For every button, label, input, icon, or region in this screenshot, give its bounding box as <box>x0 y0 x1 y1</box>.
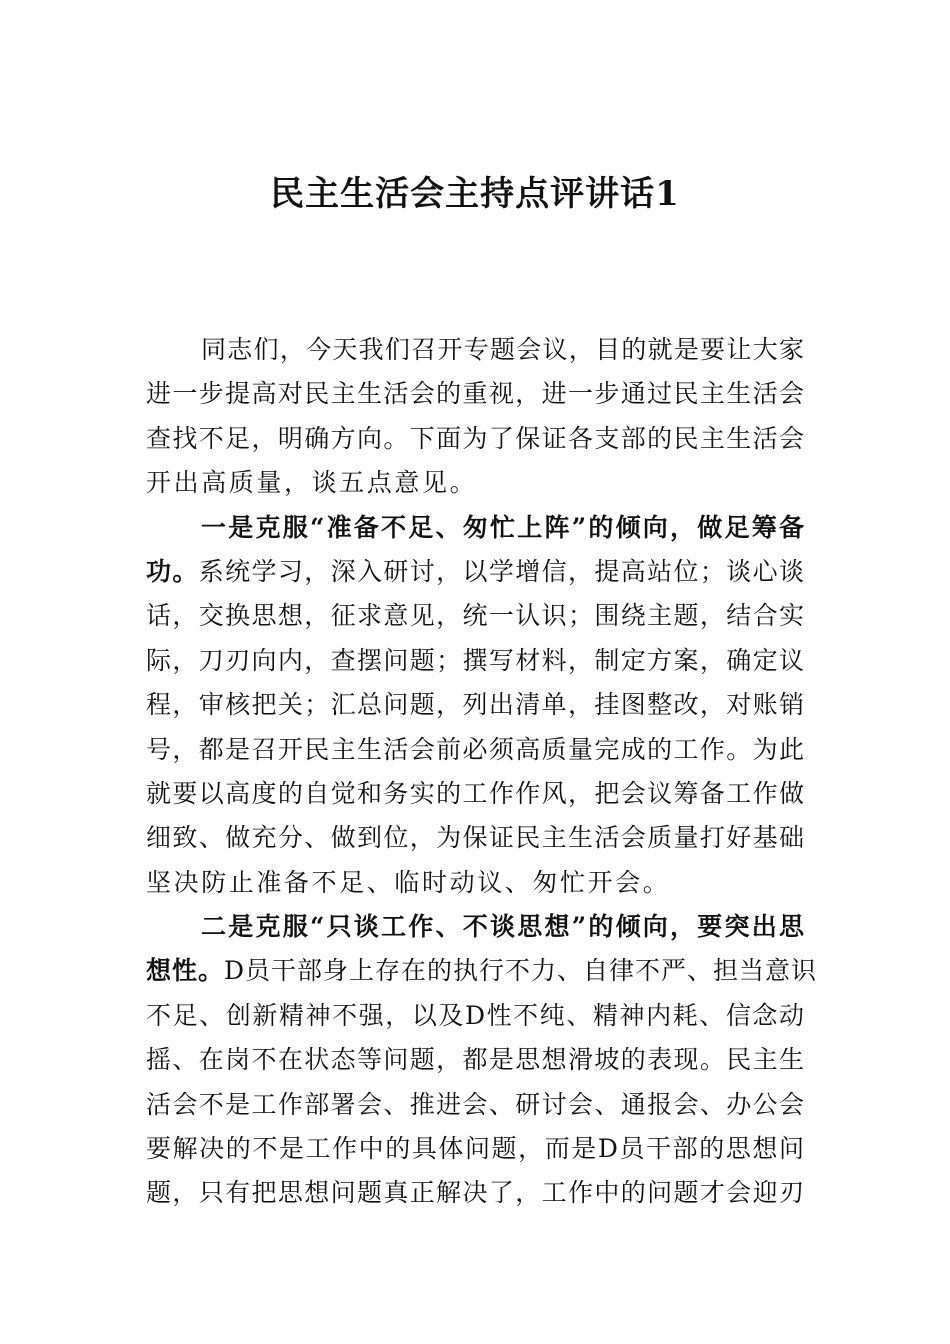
document-body <box>146 328 818 1216</box>
body-text: 同志们，今天我们召开专题会议，目的就是要让大家 <box>201 335 805 364</box>
body-text: 活会不是工作部署会、推进会、研讨会、通报会、办公会 <box>146 1089 805 1119</box>
body-text: 查找不足，明确方向。下面为了保证各支部的民主生活会 <box>146 423 805 453</box>
body-text: 号，都是召开民主生活会前必须高质量完成的工作。为此 <box>146 734 805 764</box>
body-text: 就要以高度的自觉和务实的工作作风，把会议筹备工作做 <box>146 778 805 808</box>
text-line <box>146 861 805 905</box>
body-text: 题，只有把思想问题真正解决了，工作中的问题才会迎刃 <box>146 1178 805 1208</box>
bold-heading-text: 二是克服“只谈工作、不谈思想”的倾向，要突出思 <box>201 912 805 942</box>
text-line <box>146 1171 805 1215</box>
bold-heading-text: 想性。 <box>146 956 225 986</box>
text-line <box>146 328 805 372</box>
bold-heading-text: 一是克服“准备不足、匆忙上阵”的倾向，做足筹备 <box>201 512 805 542</box>
text-line <box>146 994 805 1038</box>
body-text: 程，审核把关；汇总问题，列出清单，挂图整改，对账销 <box>146 690 805 720</box>
text-line <box>146 728 805 772</box>
text-line <box>146 550 805 594</box>
bold-heading-text: 功。 <box>146 556 199 586</box>
body-text: 进一步提高对民主生活会的重视，进一步通过民主生活会 <box>146 379 805 409</box>
text-line <box>146 772 805 816</box>
text-line <box>146 506 805 550</box>
text-line <box>146 594 805 638</box>
body-text: 要解决的不是工作中的具体问题，而是D员干部的思想问 <box>146 1134 805 1164</box>
text-line <box>146 905 805 949</box>
text-line <box>146 417 805 461</box>
text-line <box>146 639 805 683</box>
text-line <box>146 1038 805 1082</box>
text-line <box>146 683 805 727</box>
body-text: 摇、在岗不在状态等问题，都是思想滑坡的表现。民主生 <box>146 1045 805 1075</box>
paragraph <box>146 328 805 506</box>
text-line <box>146 1083 805 1127</box>
body-text: D员干部身上存在的执行不力、自律不严、担当意识 <box>224 956 818 986</box>
paragraph <box>146 905 818 1216</box>
body-text: 话，交换思想，征求意见，统一认识；围绕主题，结合实 <box>146 601 805 631</box>
body-text: 细致、做充分、做到位，为保证民主生活会质量打好基础 <box>146 823 805 853</box>
body-text: 系统学习，深入研讨，以学增信，提高站位；谈心谈 <box>198 556 805 586</box>
paragraph <box>146 506 805 906</box>
text-line <box>146 372 805 416</box>
body-text: 开出高质量，谈五点意见。 <box>146 468 478 498</box>
body-text: 际，刀刃向内，查摆问题；撰写材料，制定方案，确定议 <box>146 645 805 675</box>
text-line <box>146 1127 805 1171</box>
document-title: 民主生活会主持点评讲话1 <box>270 174 680 214</box>
text-line <box>146 816 805 860</box>
body-text: 不足、创新精神不强，以及D性不纯、精神内耗、信念动 <box>146 1000 805 1030</box>
body-text: 坚决防止准备不足、临时动议、匆忙开会。 <box>146 867 671 897</box>
text-line <box>146 461 805 505</box>
text-line <box>146 949 818 993</box>
